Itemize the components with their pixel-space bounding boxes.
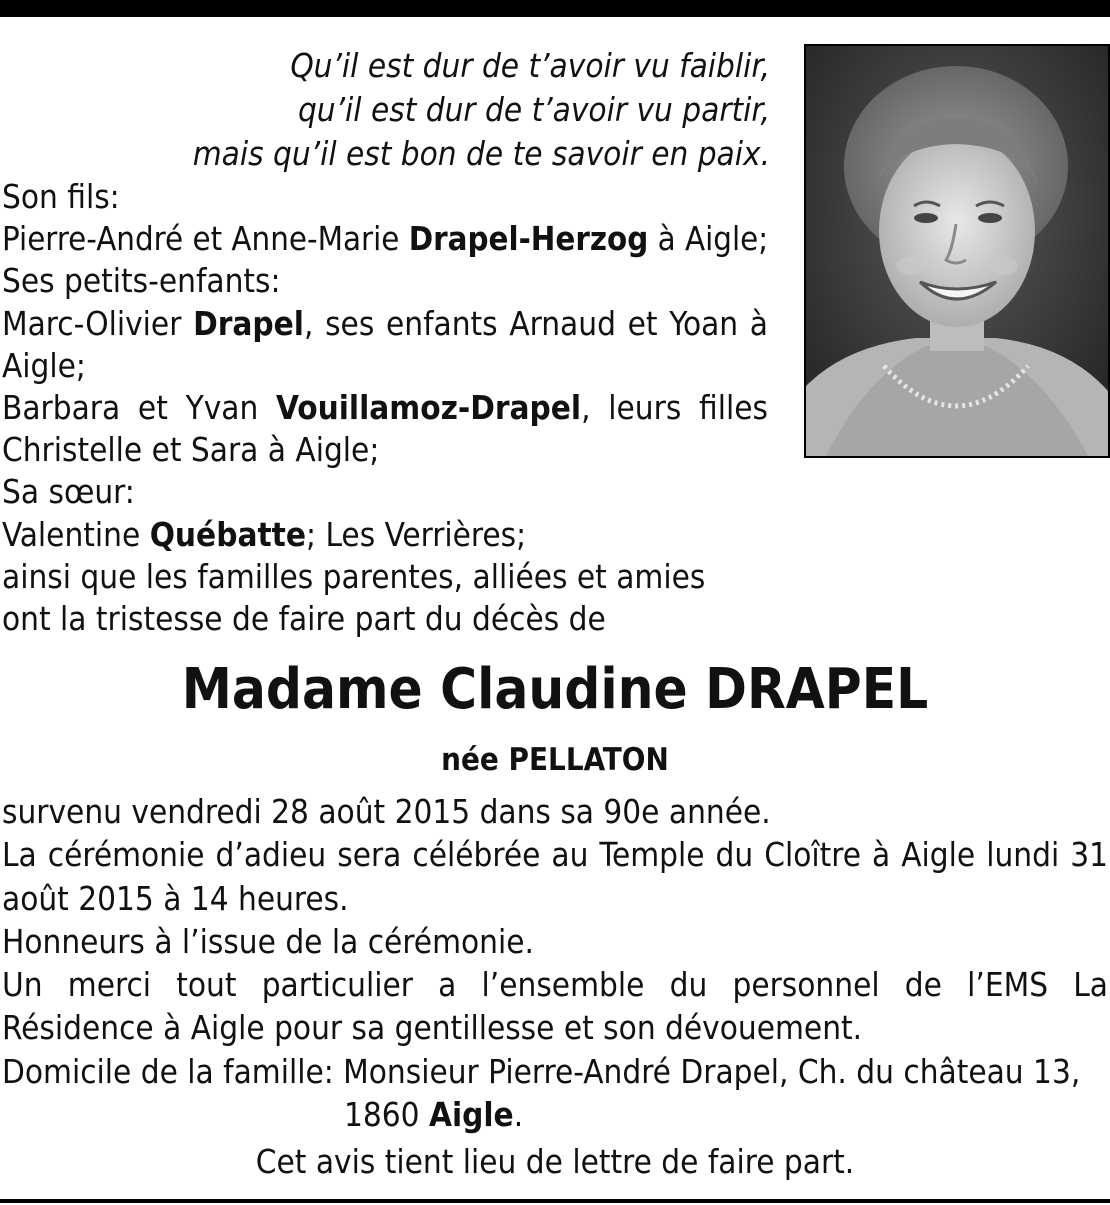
- closing-note: Cet avis tient lieu de lettre de faire part.: [255, 1142, 855, 1181]
- domicile-line: Domicile de la famille: Monsieur Pierre-André Drapel, Ch. du château 13,: [2, 1051, 1081, 1091]
- town-punctuation: .: [513, 1095, 524, 1135]
- service-details: [2, 790, 1108, 1136]
- sister-line: [2, 514, 768, 556]
- grandchild-surname: Vouillamoz-Drapel: [276, 388, 582, 428]
- grandchildren-heading: Ses petits-enfants:: [2, 261, 281, 301]
- maiden-name: née PELLATON: [441, 742, 669, 778]
- son-line: [2, 218, 769, 260]
- son-surname: Drapel-Herzog: [408, 219, 649, 259]
- grandchild-entry: [2, 303, 768, 387]
- domicile-town-line: [2, 1093, 1108, 1136]
- son-heading: Son fils:: [2, 177, 120, 216]
- portrait-image: [806, 46, 1108, 456]
- sister-place: ; Les Verrières;: [306, 514, 527, 554]
- poem-line: qu’il est dur de t’avoir vu partir,: [297, 90, 770, 129]
- grandchild-details: , ses enfants Arnaud et Yoan à Aigle;: [2, 303, 768, 385]
- grandchild-surname: Drapel: [193, 303, 304, 343]
- son-place: à Aigle;: [648, 219, 769, 259]
- postcode: 1860: [344, 1095, 429, 1135]
- poem-line: Qu’il est dur de t’avoir vu faiblir,: [290, 46, 770, 85]
- town: Aigle: [428, 1095, 514, 1135]
- portrait-photo: [804, 44, 1110, 458]
- ceremony-info: La cérémonie d’adieu sera célébrée au Temple du Cloître à Aigle lundi 31 août 2015 à 14 heures.: [2, 835, 1108, 918]
- grandchild-first-name: Marc-Olivier: [2, 303, 194, 343]
- grandchild-details: , leurs filles Christelle et Sara à Aigle;: [2, 388, 768, 470]
- poem-line: mais qu’il est bon de te savoir en paix.: [192, 134, 770, 173]
- grandchild-first-name: Barbara et Yvan: [2, 388, 277, 428]
- family-list: [2, 176, 768, 640]
- thanks-message: Un merci tout particulier a l’ensemble du personnel de l’EMS La Résidence à Aigle pour sa gentillesse et son dévouement.: [2, 965, 1108, 1048]
- epigraph-poem: [120, 44, 770, 176]
- bottom-rule: [0, 1199, 1110, 1203]
- sister-surname: Québatte: [149, 514, 307, 554]
- relatives-line: ainsi que les familles parentes, alliées et amies: [2, 556, 706, 596]
- honours-info: Honneurs à l’issue de la cérémonie.: [2, 921, 534, 961]
- sister-first-name: Valentine: [2, 514, 150, 554]
- death-notice: survenu vendredi 28 août 2015 dans sa 90e année.: [2, 792, 771, 831]
- announcement-line: ont la tristesse de faire part du décès de: [2, 599, 606, 639]
- sister-heading: Sa sœur:: [2, 472, 135, 512]
- top-rule: [0, 0, 1110, 17]
- deceased-name: Madame Claudine DRAPEL: [181, 657, 929, 722]
- son-first-names: Pierre-André et Anne-Marie: [2, 219, 409, 259]
- grandchild-entry: [2, 387, 768, 471]
